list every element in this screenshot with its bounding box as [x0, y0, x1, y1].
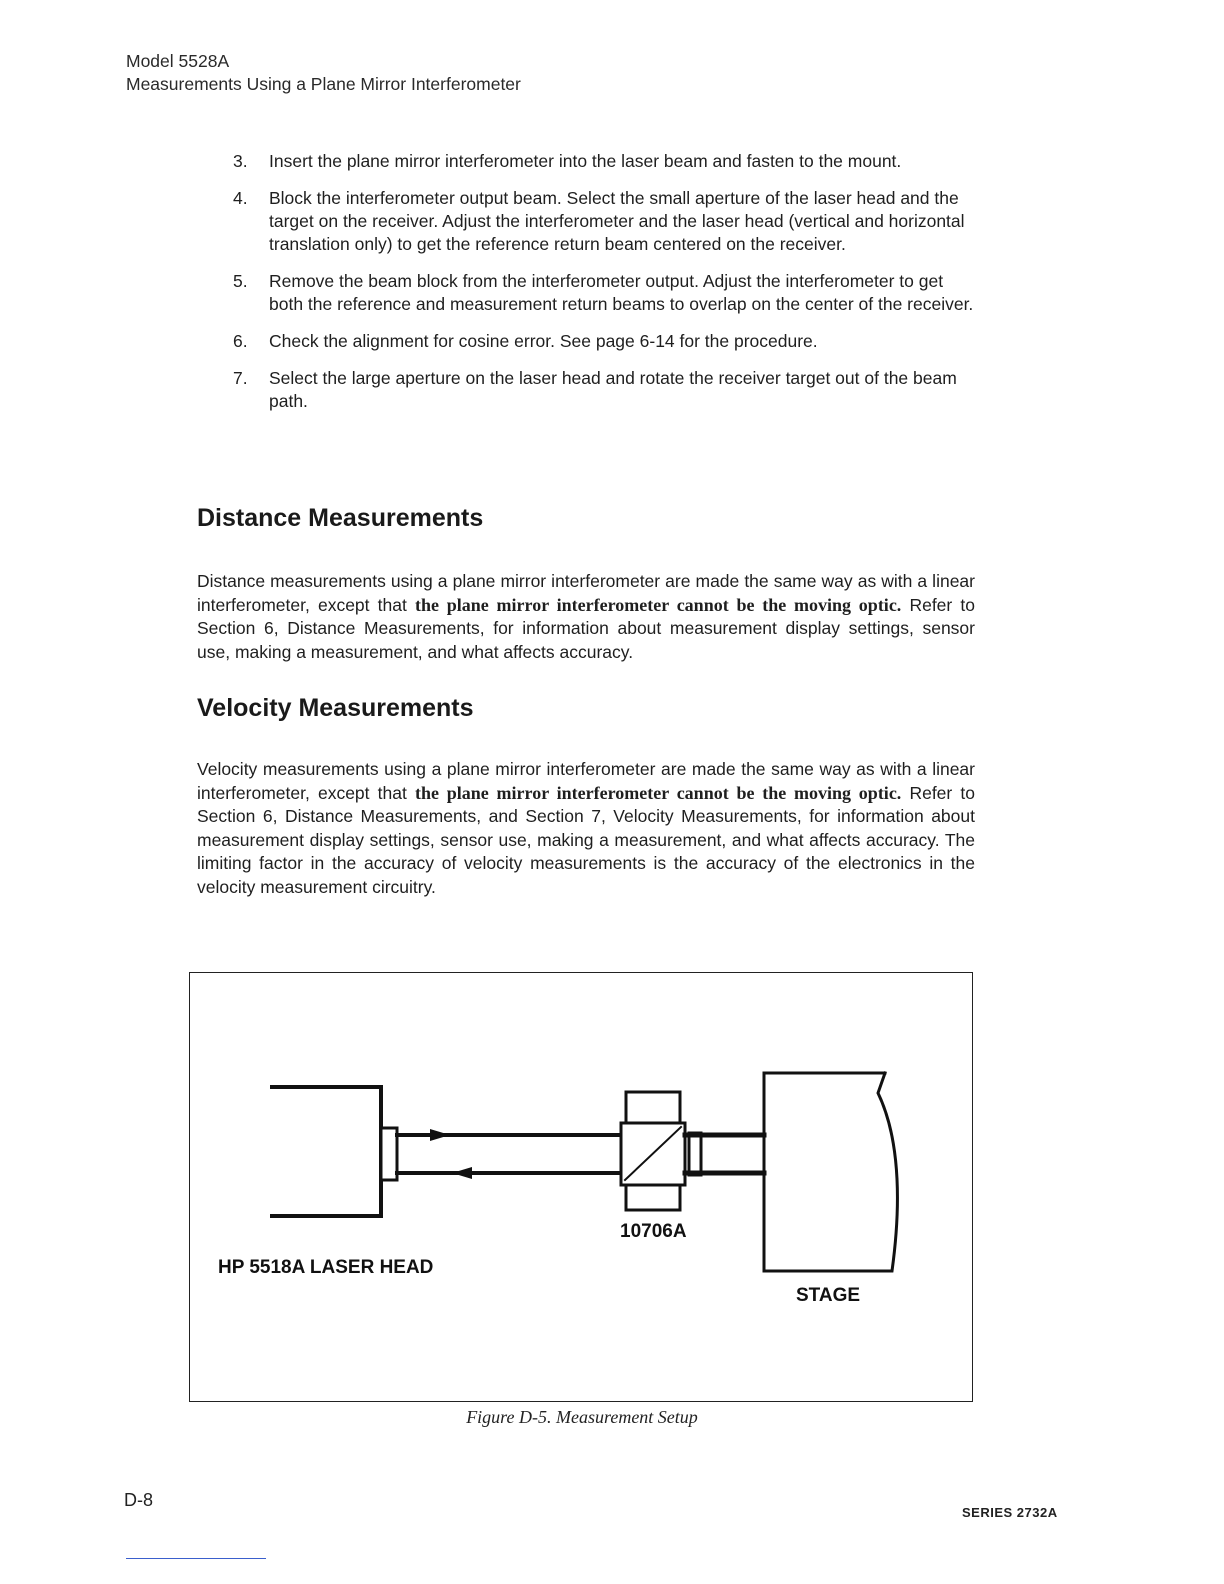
chapter-subtitle: Measurements Using a Plane Mirror Interferometer: [126, 74, 521, 94]
step-number: 5.: [233, 271, 248, 291]
interferometer-bottom-block: [626, 1183, 680, 1210]
step-item: [233, 187, 975, 256]
stage-label: STAGE: [796, 1285, 861, 1306]
page-number: D-8: [124, 1490, 154, 1510]
model-title: Model 5528A: [126, 51, 230, 71]
step-number: 7.: [233, 368, 248, 388]
running-head: [126, 50, 521, 96]
step-text: Check the alignment for cosine error. See page 6-14 for the procedure.: [269, 331, 818, 351]
step-text: Remove the beam block from the interferometer output. Adjust the interferometer to get both the reference and measurement return beams to overlap on the center of the receiver.: [269, 271, 974, 314]
return-arrowhead: [452, 1167, 472, 1179]
laser-aperture: [381, 1128, 397, 1180]
step-item: [233, 367, 975, 413]
velocity-text-end: Refer to Section 6, Distance Measurements, and Section 7, Velocity Measurements, for information about measurement display settings, sensor use, making a measurement, and what affects accuracy. The limiting factor in the accuracy of velocity measurements is the accuracy of the electronics in the velocity measurement circuitry.: [197, 782, 975, 897]
laser-head-outline: [272, 1087, 381, 1216]
velocity-text-start: Velocity measurements using a plane mirror interferometer are made the same way as with a linear interferometer, except that: [197, 759, 975, 803]
footer-rule: [126, 1558, 266, 1559]
interferometer-label: 10706A: [620, 1221, 687, 1242]
plane-mirror: [689, 1133, 701, 1175]
interferometer-top-block: [626, 1092, 680, 1125]
velocity-paragraph: [197, 758, 975, 899]
velocity-emphasis: the plane mirror interferometer cannot be the moving optic.: [415, 782, 902, 803]
stage-outline: [764, 1073, 897, 1271]
step-text: Insert the plane mirror interferometer into the laser beam and fasten to the mount.: [269, 151, 902, 171]
velocity-heading: Velocity Measurements: [197, 694, 474, 722]
distance-heading: Distance Measurements: [197, 504, 484, 532]
outgoing-arrowhead: [430, 1129, 450, 1141]
distance-text-end: Refer to Section 6, Distance Measurements, for information about measurement display settings, sensor use, making a measurement, and what affects accuracy.: [197, 594, 975, 662]
setup-diagram: [190, 973, 974, 1403]
step-number: 3.: [233, 151, 248, 171]
step-text: Block the interferometer output beam. Select the small aperture of the laser head and the target on the receiver. Adjust the interferometer and the laser head (vertical and horizontal translation only) to get the reference return beam centered on the receiver.: [269, 188, 965, 254]
laser-head-label: HP 5518A LASER HEAD: [218, 1257, 434, 1278]
step-item: [233, 150, 975, 173]
distance-paragraph: [197, 570, 975, 664]
series-code: SERIES 2732A: [962, 1505, 1058, 1520]
procedure-steps: [233, 150, 975, 427]
step-number: 6.: [233, 331, 248, 351]
step-item: [233, 330, 975, 353]
step-text: Select the large aperture on the laser head and rotate the receiver target out of the beam path.: [269, 368, 957, 411]
distance-emphasis: the plane mirror interferometer cannot be the moving optic.: [415, 594, 902, 615]
figure-measurement-setup: [189, 972, 973, 1402]
step-number: 4.: [233, 188, 248, 208]
distance-text-start: Distance measurements using a plane mirror interferometer are made the same way as with a linear interferometer, except that: [197, 571, 975, 615]
step-item: [233, 270, 975, 316]
figure-caption: Figure D-5. Measurement Setup: [466, 1407, 698, 1427]
